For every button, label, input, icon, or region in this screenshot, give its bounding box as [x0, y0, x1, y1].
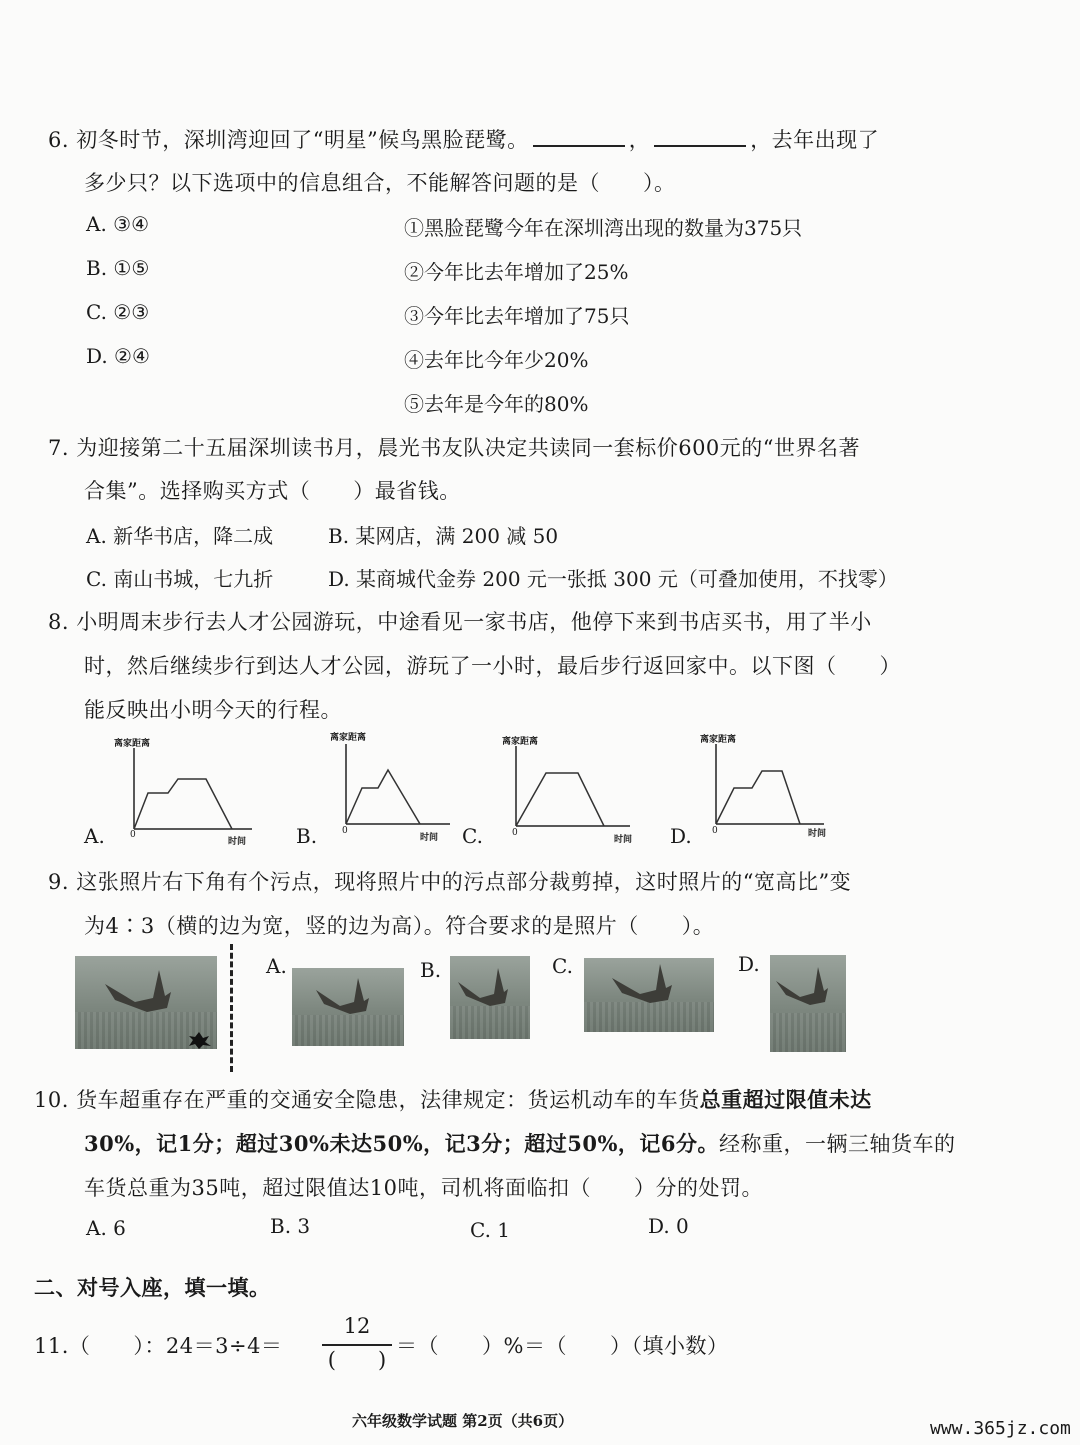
q9-photo-c[interactable] [584, 958, 714, 1032]
q10-line2-text: 经称重，一辆三轴货车的 [719, 1132, 956, 1156]
graph-d-ylabel: 离家距离 [700, 735, 737, 745]
q6-fact-4: ④去年比今年少20% [404, 348, 589, 372]
q6-option-c[interactable]: C. ②③ [86, 300, 150, 324]
q9-label-c[interactable]: C. [552, 954, 573, 978]
q11-post: ＝（ ）%＝（ ）（填小数） [396, 1334, 729, 1358]
q8-line3: 能反映出小明今天的行程。 [84, 698, 342, 722]
q6-fact-5: ⑤去年是今年的80% [404, 392, 589, 416]
q6-option-d[interactable]: D. ②④ [86, 344, 150, 368]
q11-denominator[interactable]: ( ) [327, 1348, 387, 1372]
q6-line1 [48, 124, 879, 154]
q8-graph-label-b[interactable]: B. [296, 824, 318, 848]
q10-line2-bold: 30%，记1分；超过30%未达50%，记3分；超过50%，记6分。 [84, 1131, 720, 1156]
graph-b-ylabel: 离家距离 [330, 733, 367, 743]
q10-option-b[interactable]: B. 3 [270, 1214, 311, 1238]
eagle-icon [770, 955, 846, 1052]
q6-text-post: ，去年出现了 [750, 128, 880, 152]
q8-graph-a [104, 736, 254, 847]
q6-option-a[interactable]: A. ③④ [86, 212, 150, 236]
q11-pre: 11.（ ）：24＝3÷4＝ [34, 1334, 283, 1358]
q8-line1: 8. 小明周末步行去人才公园游玩，中途看见一家书店，他停下来到书店买书，用了半小 [48, 610, 872, 634]
q11-numerator: 12 [343, 1314, 371, 1338]
graph-c-xlabel: 时间 [614, 835, 633, 845]
q10-line1-bold: 总重超过限值未达 [699, 1087, 872, 1112]
graph-b-origin: 0 [342, 826, 348, 836]
graph-b-plot [320, 730, 460, 838]
q9-label-a[interactable]: A. [266, 954, 287, 978]
q7-line2: 合集”。选择购买方式（ ）最省钱。 [84, 479, 461, 503]
q10-line1-text: 10. 货车超重存在严重的交通安全隐患，法律规定：货运机动车的车货 [34, 1088, 700, 1112]
q7-option-c[interactable]: C. 南山书城，七九折 [86, 567, 274, 591]
eagle-icon [75, 956, 217, 1049]
q9-line1: 9. 这张照片右下角有个污点，现将照片中的污点部分裁剪掉，这时照片的“宽高比”变 [48, 870, 852, 894]
watermark: www.365jz.com [930, 1418, 1071, 1439]
q9-photo-b[interactable] [450, 956, 530, 1039]
q6-line2: 多少只？以下选项中的信息组合，不能解答问题的是（ ）。 [84, 171, 676, 195]
eagle-icon [584, 958, 714, 1032]
q6-option-b[interactable]: B. ①⑤ [86, 256, 150, 280]
q10-option-a[interactable]: A. 6 [86, 1216, 126, 1240]
q6-fact-3: ③今年比去年增加了75只 [404, 304, 630, 328]
graph-a-ylabel: 离家距离 [114, 739, 151, 749]
q6-blank-1 [533, 127, 625, 147]
q10-line2 [84, 1128, 956, 1158]
q10-option-d[interactable]: D. 0 [648, 1214, 689, 1238]
graph-b-xlabel: 时间 [420, 833, 439, 843]
graph-d-xlabel: 时间 [808, 829, 827, 839]
q10-line1 [34, 1084, 872, 1114]
q7-option-b[interactable]: B. 某网店，满 200 减 50 [328, 524, 559, 548]
graph-c-ylabel: 离家距离 [502, 737, 539, 747]
eagle-icon [450, 956, 530, 1039]
divider-dashed [230, 944, 233, 1072]
graph-d-origin: 0 [712, 826, 718, 836]
eagle-icon [292, 968, 404, 1046]
graph-c-origin: 0 [512, 828, 518, 838]
q9-label-b[interactable]: B. [420, 958, 442, 982]
page-footer: 六年级数学试题 第2页（共6页） [352, 1412, 574, 1430]
q6-text-pre: 6. 初冬时节，深圳湾迎回了“明星”候鸟黑脸琵鹭。 [48, 128, 529, 152]
q6-fact-2: ②今年比去年增加了25% [404, 260, 629, 284]
q8-graph-d [690, 728, 840, 839]
q6-blank-2 [654, 127, 746, 147]
q6-fact-1: ①黑脸琵鹭今年在深圳湾出现的数量为375只 [404, 216, 803, 240]
q10-option-c[interactable]: C. 1 [470, 1218, 511, 1242]
q8-graph-label-c[interactable]: C. [462, 824, 483, 848]
q8-graph-c [490, 730, 640, 845]
q10-line3: 车货总重为35吨，超过限值达10吨，司机将面临扣（ ）分的处罚。 [84, 1176, 763, 1200]
q8-graph-label-d[interactable]: D. [670, 824, 692, 848]
q6-text-mid: ， [628, 128, 651, 152]
q9-line2: 为4∶3（横的边为宽，竖的边为高）。符合要求的是照片（ ）。 [84, 914, 715, 938]
q7-option-d[interactable]: D. 某商城代金券 200 元一张抵 300 元（可叠加使用，不找零） [328, 567, 898, 591]
q7-line1: 7. 为迎接第二十五届深圳读书月，晨光书友队决定共读同一套标价600元的“世界名著 [48, 436, 861, 460]
section-2-title: 二、对号入座，填一填。 [34, 1275, 271, 1300]
graph-a-plot [104, 736, 254, 844]
q9-label-d[interactable]: D. [738, 952, 760, 976]
graph-a-origin: 0 [130, 830, 136, 840]
q9-original-photo [75, 956, 217, 1049]
q9-photo-d[interactable] [770, 955, 846, 1052]
q9-photo-a[interactable] [292, 968, 404, 1046]
q8-line2: 时，然后继续步行到达人才公园，游玩了一小时，最后步行返回家中。以下图（ ） [84, 654, 901, 678]
graph-a-xlabel: 时间 [228, 837, 247, 847]
q8-graph-b [320, 730, 460, 843]
q7-option-a[interactable]: A. 新华书店，降二成 [86, 524, 274, 548]
q8-graph-label-a[interactable]: A. [84, 824, 105, 848]
